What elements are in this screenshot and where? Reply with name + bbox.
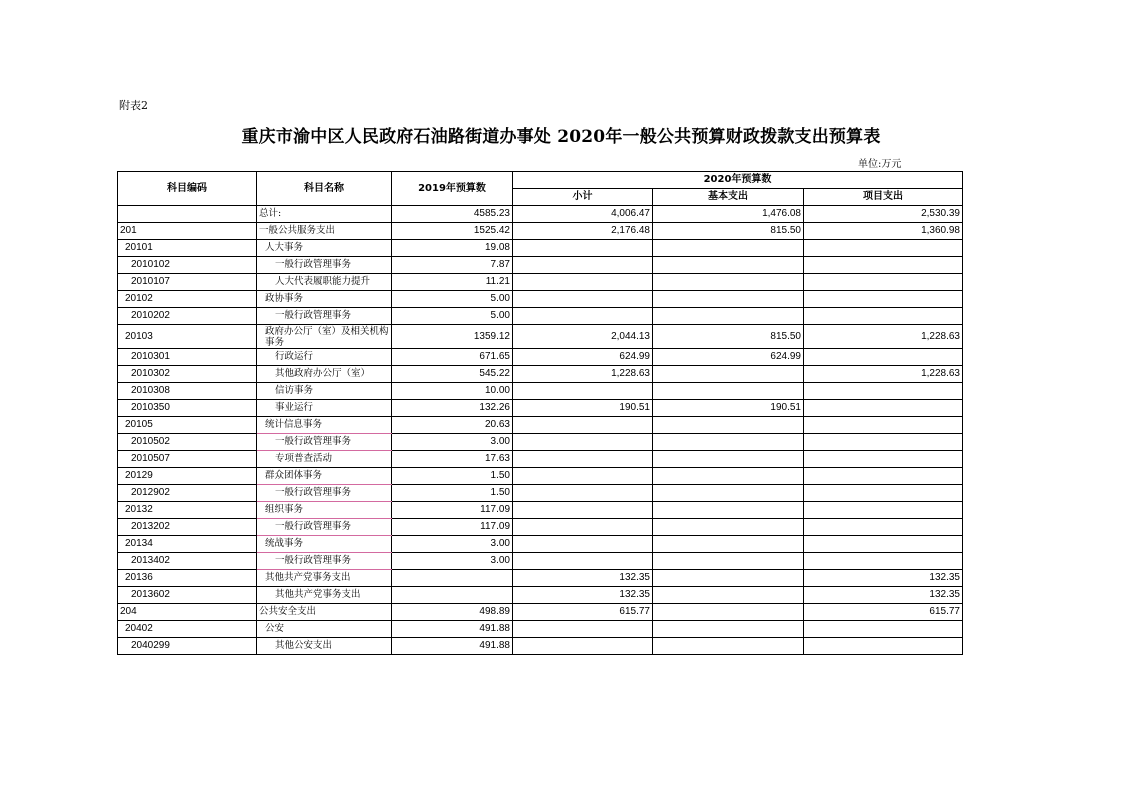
- cell-subtotal: [513, 274, 653, 291]
- cell-basic: [653, 274, 804, 291]
- cell-subtotal: 615.77: [513, 604, 653, 621]
- cell-project: [804, 536, 963, 553]
- cell-budget-2019: 5.00: [392, 291, 513, 308]
- cell-basic: [653, 536, 804, 553]
- cell-subtotal: 132.35: [513, 570, 653, 587]
- header-subtotal: 小计: [513, 189, 653, 206]
- cell-project: [804, 400, 963, 417]
- cell-basic: [653, 468, 804, 485]
- cell-basic: [653, 587, 804, 604]
- attachment-label: 附表2: [119, 99, 148, 112]
- cell-name: 公共安全支出: [257, 604, 392, 621]
- cell-project: 132.35: [804, 587, 963, 604]
- cell-project: [804, 349, 963, 366]
- cell-basic: [653, 257, 804, 274]
- cell-subtotal: 4,006.47: [513, 206, 653, 223]
- cell-basic: [653, 417, 804, 434]
- cell-project: [804, 257, 963, 274]
- cell-name: 信访事务: [257, 383, 392, 400]
- cell-basic: [653, 366, 804, 383]
- cell-basic: [653, 553, 804, 570]
- cell-code: 20136: [118, 570, 257, 587]
- cell-basic: [653, 519, 804, 536]
- cell-subtotal: 132.35: [513, 587, 653, 604]
- header-budget-2020: 2020年预算数: [513, 172, 963, 189]
- cell-code: [118, 206, 257, 223]
- cell-budget-2019: 1.50: [392, 485, 513, 502]
- table-row: [118, 325, 963, 349]
- cell-subtotal: [513, 468, 653, 485]
- cell-code: 20105: [118, 417, 257, 434]
- cell-subtotal: 1,228.63: [513, 366, 653, 383]
- header-basic: 基本支出: [653, 189, 804, 206]
- cell-subtotal: [513, 536, 653, 553]
- cell-code: 20101: [118, 240, 257, 257]
- cell-code: 2013402: [118, 553, 257, 570]
- table-row: [118, 366, 963, 383]
- cell-code: 2012902: [118, 485, 257, 502]
- cell-project: [804, 553, 963, 570]
- cell-code: 20402: [118, 621, 257, 638]
- header-project: 项目支出: [804, 189, 963, 206]
- cell-project: [804, 308, 963, 325]
- table-row: [118, 240, 963, 257]
- cell-project: 1,360.98: [804, 223, 963, 240]
- cell-project: [804, 519, 963, 536]
- cell-budget-2019: 1359.12: [392, 325, 513, 349]
- cell-name: 总计:: [257, 206, 392, 223]
- cell-code: 2010301: [118, 349, 257, 366]
- cell-subtotal: 2,176.48: [513, 223, 653, 240]
- cell-project: 2,530.39: [804, 206, 963, 223]
- cell-basic: 815.50: [653, 223, 804, 240]
- cell-budget-2019: 3.00: [392, 434, 513, 451]
- cell-basic: 190.51: [653, 400, 804, 417]
- header-code: 科目编码: [118, 172, 257, 206]
- table-row: [118, 417, 963, 434]
- cell-budget-2019: 10.00: [392, 383, 513, 400]
- table-row: [118, 638, 963, 655]
- cell-basic: 624.99: [653, 349, 804, 366]
- table-row: [118, 621, 963, 638]
- cell-name: 一般行政管理事务: [257, 308, 392, 325]
- cell-budget-2019: 17.63: [392, 451, 513, 468]
- cell-budget-2019: 7.87: [392, 257, 513, 274]
- cell-project: 1,228.63: [804, 366, 963, 383]
- cell-subtotal: [513, 621, 653, 638]
- cell-basic: [653, 240, 804, 257]
- cell-budget-2019: 20.63: [392, 417, 513, 434]
- table-row: [118, 553, 963, 570]
- cell-name: 统计信息事务: [257, 417, 392, 434]
- cell-name: 政府办公厅（室）及相关机构事务: [257, 325, 392, 349]
- cell-subtotal: [513, 451, 653, 468]
- cell-name: 其他共产党事务支出: [257, 587, 392, 604]
- cell-code: 2013602: [118, 587, 257, 604]
- cell-subtotal: 2,044.13: [513, 325, 653, 349]
- cell-basic: 815.50: [653, 325, 804, 349]
- header-budget-2019: 2019年预算数: [392, 172, 513, 206]
- table-row: [118, 223, 963, 240]
- table-row: [118, 383, 963, 400]
- table-row: [118, 206, 963, 223]
- cell-basic: [653, 570, 804, 587]
- cell-budget-2019: 671.65: [392, 349, 513, 366]
- cell-code: 20134: [118, 536, 257, 553]
- cell-name: 人大事务: [257, 240, 392, 257]
- cell-name: 一般行政管理事务: [257, 519, 392, 536]
- cell-project: [804, 417, 963, 434]
- cell-budget-2019: 498.89: [392, 604, 513, 621]
- unit-label: 单位:万元: [858, 159, 902, 170]
- cell-code: 204: [118, 604, 257, 621]
- cell-basic: [653, 604, 804, 621]
- cell-name: 一般公共服务支出: [257, 223, 392, 240]
- cell-code: 2010502: [118, 434, 257, 451]
- cell-basic: [653, 291, 804, 308]
- cell-basic: [653, 638, 804, 655]
- cell-name: 专项普查活动: [257, 451, 392, 468]
- cell-basic: [653, 502, 804, 519]
- budget-table: [117, 171, 963, 655]
- cell-code: 20102: [118, 291, 257, 308]
- table-row: [118, 434, 963, 451]
- table-row: [118, 274, 963, 291]
- cell-subtotal: [513, 240, 653, 257]
- cell-code: 201: [118, 223, 257, 240]
- cell-name: 公安: [257, 621, 392, 638]
- cell-basic: [653, 308, 804, 325]
- cell-project: [804, 638, 963, 655]
- cell-basic: [653, 485, 804, 502]
- cell-code: 2010107: [118, 274, 257, 291]
- table-row: [118, 451, 963, 468]
- cell-code: 2010507: [118, 451, 257, 468]
- cell-name: 一般行政管理事务: [257, 553, 392, 570]
- cell-project: [804, 502, 963, 519]
- table-row: [118, 468, 963, 485]
- cell-subtotal: [513, 291, 653, 308]
- cell-basic: [653, 621, 804, 638]
- cell-subtotal: [513, 257, 653, 274]
- cell-name: 组织事务: [257, 502, 392, 519]
- cell-basic: [653, 434, 804, 451]
- cell-name: 政协事务: [257, 291, 392, 308]
- table-row: [118, 536, 963, 553]
- table-row: [118, 587, 963, 604]
- cell-name: 事业运行: [257, 400, 392, 417]
- cell-subtotal: [513, 308, 653, 325]
- cell-project: [804, 485, 963, 502]
- cell-budget-2019: 491.88: [392, 621, 513, 638]
- cell-budget-2019: 19.08: [392, 240, 513, 257]
- cell-name: 人大代表履职能力提升: [257, 274, 392, 291]
- cell-name: 群众团体事务: [257, 468, 392, 485]
- cell-budget-2019: 3.00: [392, 553, 513, 570]
- cell-project: 615.77: [804, 604, 963, 621]
- cell-name: 一般行政管理事务: [257, 485, 392, 502]
- cell-code: 20132: [118, 502, 257, 519]
- cell-project: [804, 291, 963, 308]
- cell-code: 2010350: [118, 400, 257, 417]
- table-row: [118, 570, 963, 587]
- cell-code: 20129: [118, 468, 257, 485]
- cell-code: 2010202: [118, 308, 257, 325]
- table-body: [118, 206, 963, 655]
- cell-budget-2019: 3.00: [392, 536, 513, 553]
- cell-project: 1,228.63: [804, 325, 963, 349]
- cell-subtotal: [513, 519, 653, 536]
- cell-project: 132.35: [804, 570, 963, 587]
- table-row: [118, 257, 963, 274]
- cell-basic: [653, 383, 804, 400]
- cell-name: 其他共产党事务支出: [257, 570, 392, 587]
- cell-budget-2019: 132.26: [392, 400, 513, 417]
- cell-subtotal: [513, 638, 653, 655]
- cell-subtotal: [513, 502, 653, 519]
- cell-project: [804, 434, 963, 451]
- cell-budget-2019: [392, 570, 513, 587]
- cell-budget-2019: 4585.23: [392, 206, 513, 223]
- cell-project: [804, 383, 963, 400]
- cell-code: 2010102: [118, 257, 257, 274]
- cell-name: 行政运行: [257, 349, 392, 366]
- cell-subtotal: 190.51: [513, 400, 653, 417]
- cell-project: [804, 451, 963, 468]
- cell-budget-2019: [392, 587, 513, 604]
- cell-name: 一般行政管理事务: [257, 434, 392, 451]
- cell-budget-2019: 5.00: [392, 308, 513, 325]
- cell-project: [804, 274, 963, 291]
- cell-subtotal: [513, 434, 653, 451]
- cell-name: 一般行政管理事务: [257, 257, 392, 274]
- cell-budget-2019: 11.21: [392, 274, 513, 291]
- table-row: [118, 604, 963, 621]
- cell-budget-2019: 1.50: [392, 468, 513, 485]
- header-name: 科目名称: [257, 172, 392, 206]
- cell-budget-2019: 117.09: [392, 519, 513, 536]
- cell-subtotal: [513, 553, 653, 570]
- table-row: [118, 308, 963, 325]
- table-row: [118, 519, 963, 536]
- cell-name: 其他公安支出: [257, 638, 392, 655]
- cell-project: [804, 621, 963, 638]
- cell-code: 2013202: [118, 519, 257, 536]
- cell-subtotal: 624.99: [513, 349, 653, 366]
- cell-code: 20103: [118, 325, 257, 349]
- table-row: [118, 349, 963, 366]
- cell-budget-2019: 1525.42: [392, 223, 513, 240]
- cell-subtotal: [513, 417, 653, 434]
- table-row: [118, 485, 963, 502]
- cell-subtotal: [513, 383, 653, 400]
- table-row: [118, 502, 963, 519]
- cell-subtotal: [513, 485, 653, 502]
- table-row: [118, 291, 963, 308]
- cell-budget-2019: 117.09: [392, 502, 513, 519]
- cell-basic: 1,476.08: [653, 206, 804, 223]
- cell-project: [804, 468, 963, 485]
- cell-code: 2010302: [118, 366, 257, 383]
- cell-code: 2010308: [118, 383, 257, 400]
- cell-budget-2019: 545.22: [392, 366, 513, 383]
- cell-name: 其他政府办公厅（室）: [257, 366, 392, 383]
- table-row: [118, 400, 963, 417]
- page-title: 重庆市渝中区人民政府石油路街道办事处 2020年一般公共预算财政拨款支出预算表: [241, 127, 881, 147]
- cell-name: 统战事务: [257, 536, 392, 553]
- cell-budget-2019: 491.88: [392, 638, 513, 655]
- cell-project: [804, 240, 963, 257]
- cell-basic: [653, 451, 804, 468]
- cell-code: 2040299: [118, 638, 257, 655]
